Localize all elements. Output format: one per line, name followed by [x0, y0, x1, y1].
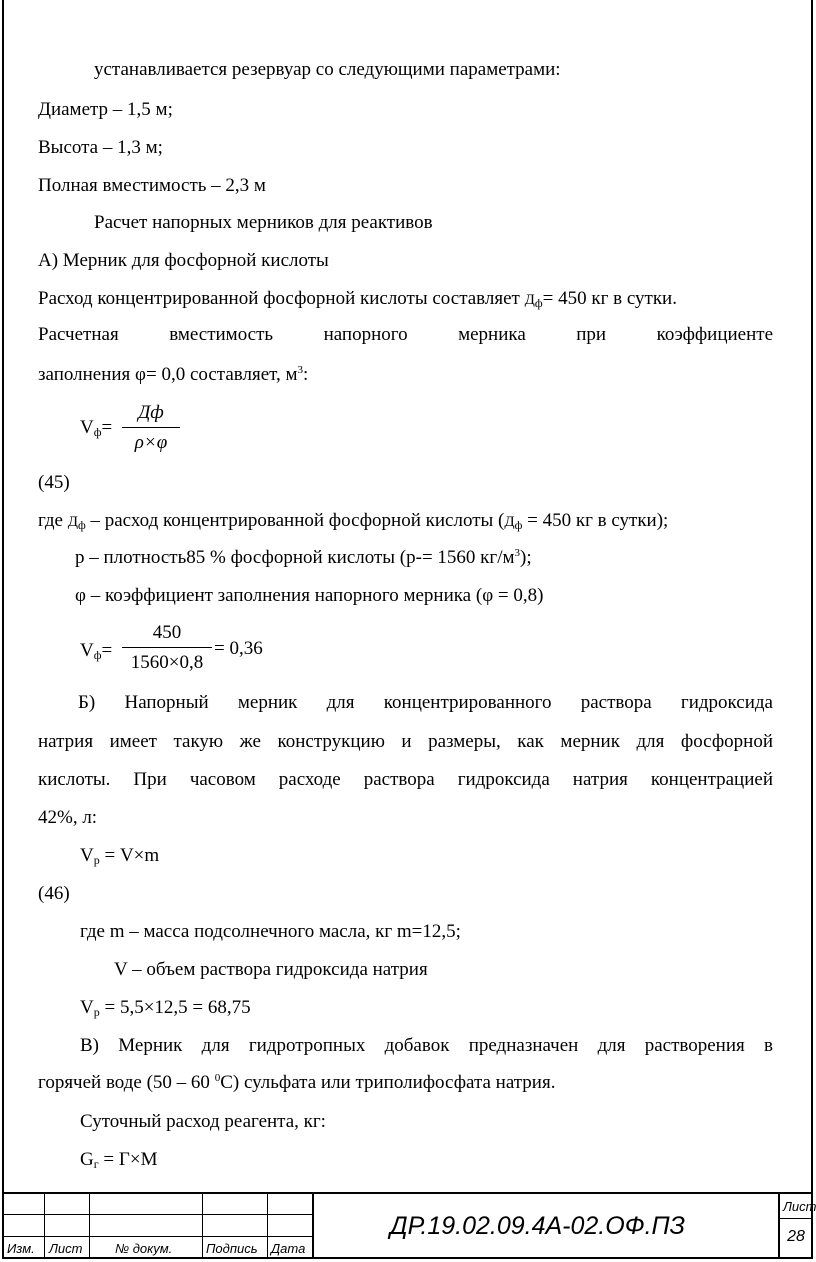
text-line: заполнения φ= 0,0 составляет, $м^3$:: [38, 364, 309, 385]
formula: $G_г = Г\times М$: [80, 1149, 158, 1171]
text-line: где m – масса подсолнечного масла, кг m=12,5;: [80, 921, 461, 942]
equation-number: (46): [38, 883, 70, 904]
paragraph-line: натрия имеет такую же конструкцию и размеры, как мерник для фосфорной: [38, 731, 773, 752]
equation-number: (45): [38, 472, 70, 493]
paragraph-line: горячей воде (50 – 60 $^0$С) сульфата или триполифосфата натрия.: [38, 1072, 556, 1093]
subsection-heading: А) Мерник для фосфорной кислоты: [38, 250, 329, 271]
stamp-label-izm: Изм.: [7, 1241, 35, 1256]
text-line-justified: Расчетная вместимость напорного мерника при коэффициенте: [38, 324, 773, 345]
stamp-label-list: Лист: [49, 1241, 83, 1256]
text-line: где $Д_ф$ – расход концентрированной фосфорной кислоты ($Д_ф = 450$ кг в сутки);: [38, 510, 669, 532]
formula-numerator: Дф: [138, 402, 164, 423]
text-line: Полная вместимость – 2,3 м: [38, 175, 266, 196]
text-line: V – объем раствора гидроксида натрия: [114, 959, 428, 980]
document-code: ДР.19.02.09.4А-02.ОФ.ПЗ: [390, 1212, 685, 1240]
fraction-line: [122, 427, 180, 428]
text-line: Суточный расход реагента, кг:: [80, 1111, 326, 1132]
text-line: р – плотность85 % фосфорной кислоты (р-= 1560 $кг/м^3$);: [75, 547, 532, 568]
paragraph-line: кислоты. При часовом расходе раствора гидроксида натрия концентрацией: [38, 769, 773, 790]
text-line: φ – коэффициент заполнения напорного мерника (φ = 0,8): [75, 585, 544, 606]
fraction-line: [122, 647, 212, 648]
formula: $V_р = V\times m$: [80, 845, 160, 867]
section-heading: Расчет напорных мерников для реактивов: [94, 212, 433, 233]
paragraph-line: В) Мерник для гидротропных добавок предназначен для растворения в: [80, 1035, 773, 1056]
formula-denominator: ρ×φ: [134, 432, 168, 453]
stamp-label-podpis: Подпись: [206, 1241, 258, 1256]
stamp-label-dokum: № докум.: [115, 1241, 173, 1256]
stamp-label-data: Дата: [271, 1241, 306, 1256]
paragraph-line: 42%, л:: [38, 807, 98, 828]
formula-denominator: 1560×0,8: [130, 652, 204, 673]
formula-lhs: $V_ф=$: [80, 640, 113, 662]
formula-lhs: $V_ф=$: [80, 417, 113, 439]
sheet-number: 28: [787, 1228, 805, 1245]
text-line: Диаметр – 1,5 м;: [38, 99, 173, 120]
stamp-label-sheet: Лист: [783, 1199, 816, 1214]
formula: $V_р = 5,5\times 12,5 = 68,75$: [80, 997, 251, 1019]
paragraph-line: Б) Напорный мерник для концентрированного раствора гидроксида: [78, 692, 773, 713]
formula-result: = 0,36: [214, 638, 263, 659]
formula-numerator: 450: [152, 622, 182, 643]
text-line: Расход концентрированной фосфорной кислоты составляет $Д_ф= 450$ кг в сутки.: [38, 288, 677, 310]
text-line: устанавливается резервуар со следующими параметрами:: [94, 59, 561, 80]
text-line: Высота – 1,3 м;: [38, 137, 163, 158]
